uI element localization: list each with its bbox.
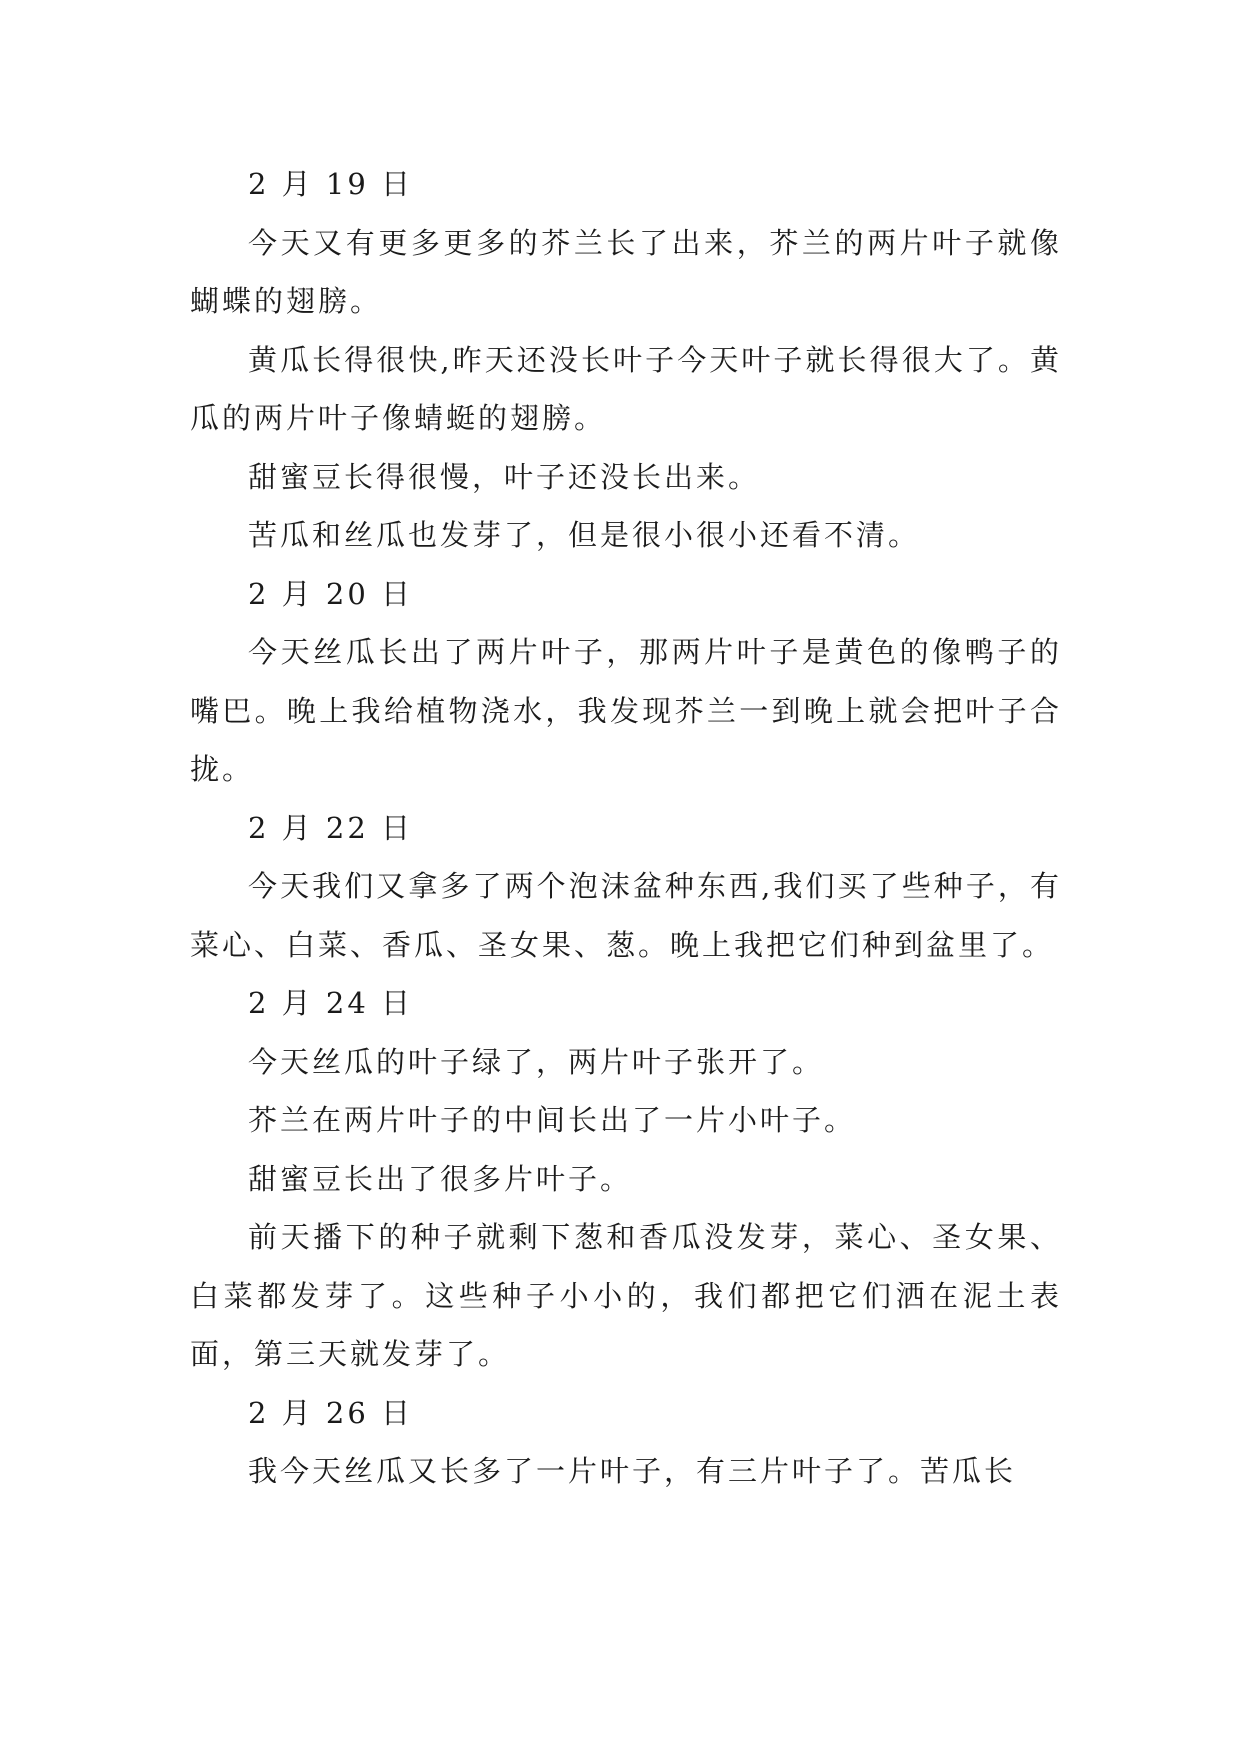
date-heading: 2 月 20 日 [248, 576, 414, 611]
date-heading: 2 月 26 日 [248, 1395, 414, 1430]
diary-paragraph: 甜蜜豆长出了很多片叶子。 [248, 1161, 633, 1196]
diary-paragraph: 甜蜜豆长得很慢，叶子还没长出来。 [248, 459, 761, 494]
date-heading: 2 月 19 日 [248, 167, 414, 201]
diary-paragraph: 今天丝瓜的叶子绿了，两片叶子张开了。 [248, 1044, 825, 1079]
diary-paragraph: 芥兰在两片叶子的中间长出了一片小叶子。 [248, 1103, 857, 1137]
diary-paragraph: 黄瓜长得很快,昨天还没长叶子今天叶子就长得很大了。黄瓜的两片叶子像蜻蜓的翅膀。 [190, 342, 1062, 435]
document-body [190, 155, 1062, 1501]
diary-paragraph: 今天丝瓜长出了两片叶子，那两片叶子是黄色的像鸭子的嘴巴。晚上我给植物浇水，我发现芥兰一到晚上就会把叶子合拢。 [190, 635, 1062, 786]
diary-paragraph: 苦瓜和丝瓜也发芽了，但是很小很小还看不清。 [248, 518, 921, 552]
diary-paragraph: 今天又有更多更多的芥兰长了出来，芥兰的两片叶子就像蝴蝶的翅膀。 [190, 225, 1062, 318]
diary-paragraph: 我今天丝瓜又长多了一片叶子，有三片叶子了。苦瓜长 [248, 1454, 1017, 1488]
date-heading: 2 月 24 日 [248, 986, 414, 1020]
diary-paragraph: 前天播下的种子就剩下葱和香瓜没发芽，菜心、圣女果、白菜都发芽了。这些种子小小的，我们都把它们洒在泥土表面，第三天就发芽了。 [190, 1220, 1062, 1371]
diary-paragraph: 今天我们又拿多了两个泡沫盆种东西,我们买了些种子，有菜心、白菜、香瓜、圣女果、葱。晚上我把它们种到盆里了。 [190, 869, 1062, 962]
date-heading: 2 月 22 日 [248, 810, 414, 845]
